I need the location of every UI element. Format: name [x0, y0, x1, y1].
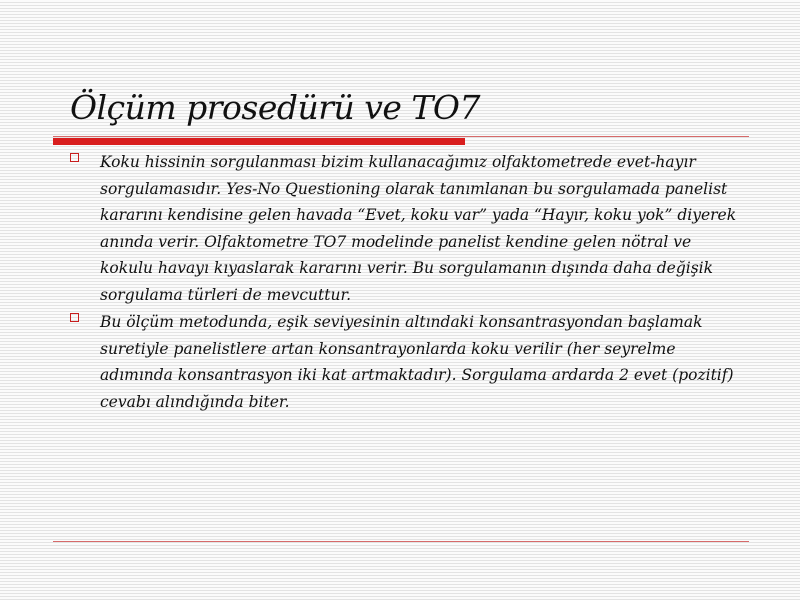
bullet-item — [68, 149, 738, 308]
title-underline-thin — [53, 136, 749, 137]
bullet-item — [68, 309, 738, 415]
title-underline-accent — [53, 138, 465, 145]
hollow-square-bullet-icon — [70, 313, 79, 322]
bullet-text: Koku hissinin sorgulanması bizim kullanacağımız olfaktometrede evet-hayır sorgulamasıdır. Yes-No Questioning olarak tanımlanan bu sorgulamada panelist kararını kendisine gelen havada “Evet, koku var” yada “Hayır, koku yok” diyerek anında verir. Olfaktometre TO7 modelinde panelist kendine gelen nötral ve kokulu havayı kıyaslarak kararını verir. Bu sorgulamanın dışında daha değişik sorgulama türleri de mevcuttur. — [100, 153, 737, 304]
bullet-text: Bu ölçüm metodunda, eşik seviyesinin altındaki konsantrasyondan başlamak suretiyle panelistlere artan konsantrayonlarda koku verilir (her seyrelme adımında konsantrasyon iki kat artmaktadır). Sorgulama ardarda 2 evet (pozitif) cevabı alındığında biter. — [100, 313, 734, 411]
footer-rule — [53, 541, 749, 542]
bullet-list — [68, 154, 738, 421]
hollow-square-bullet-icon — [70, 153, 79, 162]
slide-title: Ölçüm prosedürü ve TO7 — [70, 88, 480, 127]
